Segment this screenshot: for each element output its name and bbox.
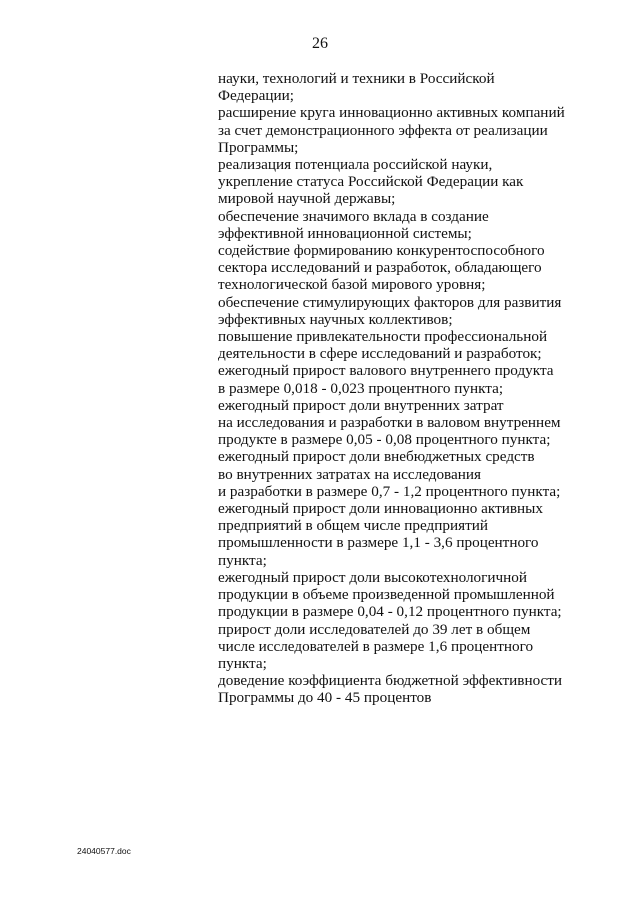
text-line: ежегодный прирост доли инновационно активных	[218, 500, 543, 518]
text-line: и разработки в размере 0,7 - 1,2 процентного пункта;	[218, 482, 561, 500]
text-line: промышленности в размере 1,1 - 3,6 процентного	[218, 534, 539, 552]
text-line: расширение круга инновационно активных компаний	[218, 104, 565, 122]
text-line: за счет демонстрационного эффекта от реализации	[218, 121, 548, 139]
text-line: продукции в объеме произведенной промышленной	[218, 586, 555, 604]
text-line: ежегодный прирост доли внебюджетных средств	[218, 448, 535, 466]
text-line: обеспечение стимулирующих факторов для развития	[218, 293, 562, 311]
text-line: деятельности в сфере исследований и разработок;	[218, 345, 542, 363]
text-line: предприятий в общем числе предприятий	[218, 517, 488, 535]
text-line: числе исследователей в размере 1,6 процентного	[218, 637, 534, 655]
text-line: ежегодный прирост доли высокотехнологичной	[218, 568, 527, 586]
text-line: содействие формированию конкурентоспособного	[218, 242, 545, 260]
text-line: эффективных научных коллективов;	[218, 310, 453, 328]
text-line: Федерации;	[218, 87, 294, 105]
text-line: во внутренних затратах на исследования	[218, 465, 482, 483]
text-line: Программы до 40 - 45 процентов	[218, 689, 432, 707]
text-line: обеспечение значимого вклада в создание	[218, 207, 489, 225]
text-line: мировой научной державы;	[218, 190, 396, 208]
text-line: ежегодный прирост валового внутреннего продукта	[218, 362, 554, 380]
text-line: укрепление статуса Российской Федерации как	[218, 173, 524, 191]
text-line: продукте в размере 0,05 - 0,08 процентного пункта;	[218, 431, 551, 449]
text-line: на исследования и разработки в валовом внутреннем	[218, 414, 561, 432]
text-line: прирост доли исследователей до 39 лет в общем	[218, 620, 531, 638]
text-line: науки, технологий и техники в Российской	[218, 70, 495, 87]
text-line: сектора исследований и разработок, обладающего	[218, 259, 542, 277]
text-line: повышение привлекательности профессиональной	[218, 328, 548, 346]
text-line: Программы;	[218, 138, 299, 156]
text-line: продукции в размере 0,04 - 0,12 процентного пункта;	[218, 603, 562, 621]
text-line: доведение коэффициента бюджетной эффективности	[218, 672, 563, 690]
text-line: пункта;	[218, 654, 267, 672]
text-line: в размере 0,018 - 0,023 процентного пункта;	[218, 379, 504, 397]
text-line: ежегодный прирост доли внутренних затрат	[218, 396, 504, 414]
text-line: пункта;	[218, 551, 267, 569]
document-body-text	[218, 70, 628, 707]
text-line: реализация потенциала российской науки,	[218, 156, 493, 174]
footer-filename: 24040577.doc	[77, 846, 131, 856]
page-number: 26	[312, 35, 328, 52]
text-line: эффективной инновационной системы;	[218, 224, 472, 242]
text-line: технологической базой мирового уровня;	[218, 276, 486, 294]
